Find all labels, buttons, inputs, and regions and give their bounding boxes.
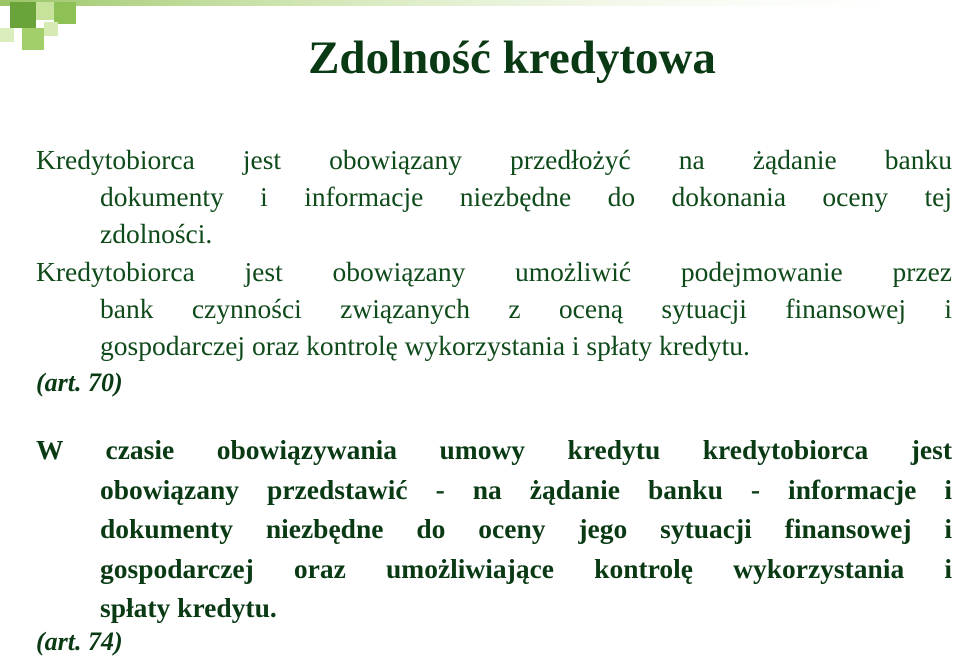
slide-title: Zdolność kredytowa: [308, 32, 716, 84]
paragraph-1: [36, 141, 952, 252]
paragraph-2-line-1: Kredytobiorca jest obowiązany umożliwić podejmowanie przez: [36, 256, 952, 287]
paragraph-3-line-3: dokumenty niezbędne do oceny jego sytuacji finansowej i: [100, 513, 952, 544]
article-reference-2: (art. 74): [36, 627, 123, 656]
paragraph-2-line-2: bank czynności związanych z oceną sytuacji finansowej i: [100, 293, 952, 324]
paragraph-1-line-1: Kredytobiorca jest obowiązany przedłożyć na żądanie banku: [36, 144, 952, 175]
paragraph-2-line-3: gospodarczej oraz kontrolę wykorzystania i spłaty kredytu.: [100, 330, 750, 361]
article-reference-1: (art. 70): [36, 368, 123, 397]
paragraph-1-line-3: zdolności.: [100, 218, 213, 249]
paragraph-3-line-4: gospodarczej oraz umożliwiające kontrolę wykorzystania i: [100, 552, 952, 584]
paragraph-3-line-5: spłaty kredytu.: [100, 592, 277, 623]
paragraph-3-line-1: W czasie obowiązywania umowy kredytu kredytobiorca jest: [36, 434, 952, 465]
paragraph-1-line-2: dokumenty i informacje niezbędne do dokonania oceny tej: [100, 181, 952, 212]
paragraph-3-line-2: obowiązany przedstawić - na żądanie banku - informacje i: [100, 473, 952, 505]
paragraph-2: [36, 253, 952, 364]
paragraph-3: [36, 430, 952, 628]
